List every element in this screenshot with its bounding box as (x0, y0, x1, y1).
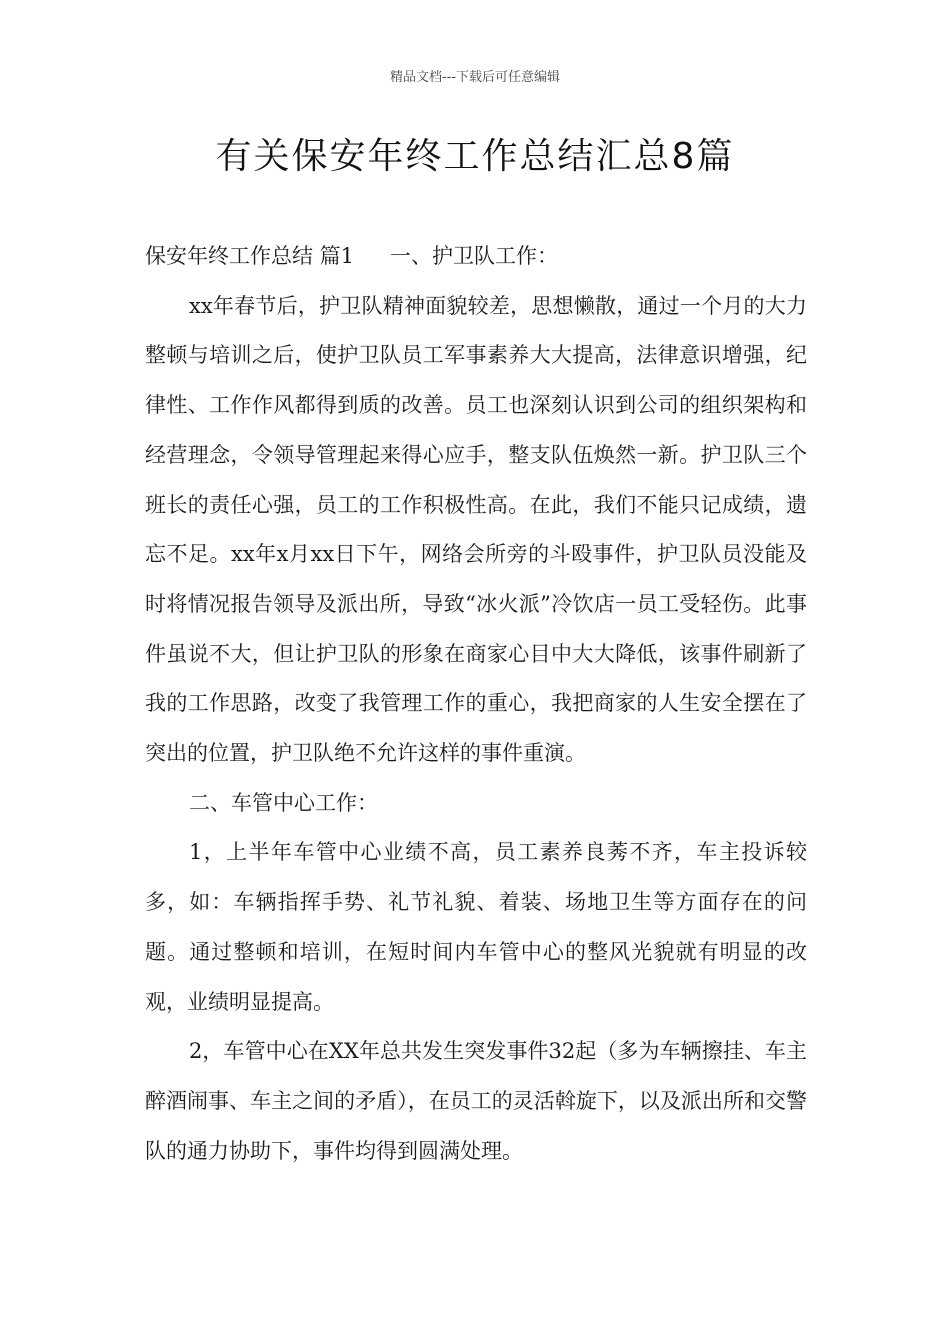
paragraph: 1，上半年车管中心业绩不高，员工素养良莠不齐，车主投诉较多，如：车辆指挥手势、礼节礼貌、着装、场地卫生等方面存在的问题。通过整顿和培训，在短时间内车管中心的整风光貌就有明显的改观，业绩明显提高。 (145, 840, 807, 1014)
section-heading-2: 二、车管中心工作： (189, 790, 378, 815)
document-title: 有关保安年终工作总结汇总8篇 (215, 136, 735, 177)
paragraph: xx年春节后，护卫队精神面貌较差，思想懒散，通过一个月的大力整顿与培训之后，使护卫队员工军事素养大大提高，法律意识增强，纪律性、工作作风都得到质的改善。员工也深刻认识到公司的组织架构和经营理念，令领导管理起来得心应手，整支队伍焕然一新。护卫队三个班长的责任心强，员工的工作积极性高。在此，我们不能只记成绩，遗忘不足。xx年x月xx日下午，网络会所旁的斗殴事件，护卫队员没能及时将情况报告领导及派出所，导致“冰火派”冷饮店一员工受轻伤。此事件虽说不大，但让护卫队的形象在商家心目中大大降低，该事件刷新了我的工作思路，改变了我管理工作的重心，我把商家的人生安全摆在了突出的位置，护卫队绝不允许这样的事件重演。 (145, 293, 807, 766)
article-lead-line (145, 232, 807, 282)
article-lead-label: 保安年终工作总结 篇1 (145, 244, 355, 268)
section-heading-1: 一、护卫队工作： (390, 244, 559, 268)
paragraph: 2，车管中心在XX年总共发生突发事件32起（多为车辆擦挂、车主醉酒闹事、车主之间的矛盾），在员工的灵活斡旋下，以及派出所和交警队的通力协助下，事件均得到圆满处理。 (145, 1039, 807, 1163)
article-body (145, 232, 807, 1176)
header-note: 精品文档---下载后可任意编辑 (389, 70, 561, 85)
